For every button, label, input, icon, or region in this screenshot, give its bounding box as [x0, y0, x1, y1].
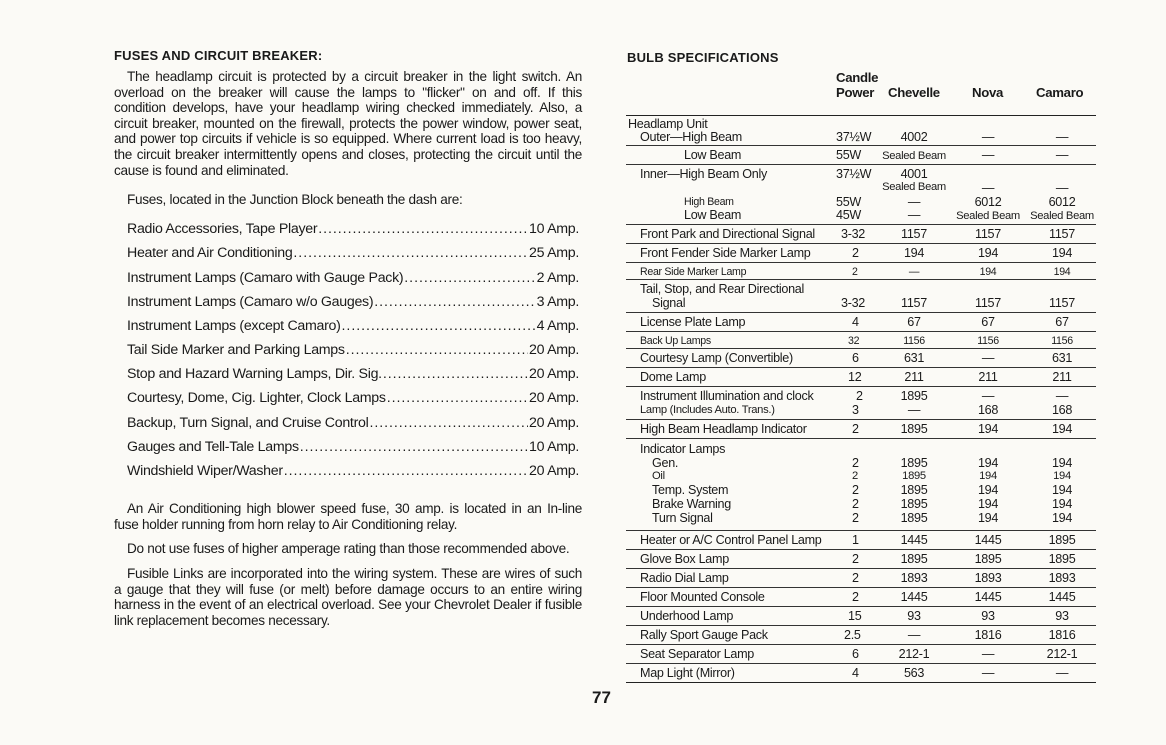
- fuse-name: Radio Accessories, Tape Player: [127, 221, 318, 238]
- header-nova: Nova: [972, 85, 1004, 100]
- fuse-amp: 4 Amp.: [536, 317, 579, 334]
- chevelle-value: 1895: [900, 552, 928, 566]
- camaro-value: 1445: [1048, 590, 1076, 604]
- chevelle-value: 563: [903, 666, 925, 680]
- fuse-row: [127, 411, 579, 435]
- table-row: [626, 349, 1096, 368]
- nova-value: 1445: [974, 533, 1002, 547]
- fuse-name: Instrument Lamps (except Camaro): [127, 317, 341, 334]
- candle-power: 3: [852, 403, 859, 417]
- row-label: Outer—High Beam: [640, 130, 742, 144]
- row-label: Gen.: [652, 456, 679, 470]
- camaro-value: 194: [1053, 470, 1071, 482]
- dot-leader: [383, 362, 528, 386]
- fuse-row: [127, 338, 579, 362]
- camaro-value: —: [1055, 130, 1069, 144]
- camaro-value: —: [1055, 666, 1069, 680]
- camaro-value: 1816: [1048, 628, 1076, 642]
- table-row: [626, 531, 1096, 550]
- nova-value: 1816: [974, 628, 1002, 642]
- bulb-specifications: [626, 50, 1096, 683]
- row-label: Inner—High Beam Only: [640, 167, 767, 181]
- row-label: Courtesy Lamp (Convertible): [640, 351, 793, 365]
- row-label: Low Beam: [684, 148, 742, 162]
- table-row: [626, 664, 1096, 683]
- camaro-value: Sealed Beam: [1030, 210, 1094, 222]
- row-label: Heater or A/C Control Panel Lamp: [640, 533, 822, 547]
- table-row: [626, 368, 1096, 387]
- fuse-name: Backup, Turn Signal, and Cruise Control: [127, 414, 369, 431]
- fuse-amp: 20 Amp.: [529, 342, 579, 359]
- chevelle-value: 1156: [903, 335, 925, 347]
- fuse-name: Heater and Air Conditioning: [127, 245, 293, 262]
- fuse-row: [127, 459, 579, 483]
- bulb-table-title: BULB SPECIFICATIONS: [627, 50, 779, 65]
- fuse-row: [127, 314, 579, 338]
- table-row: [626, 387, 1096, 420]
- header-chevelle: Chevelle: [888, 85, 940, 100]
- table-row: [626, 116, 1096, 146]
- candle-power: 2: [852, 497, 859, 511]
- nova-value: —: [981, 647, 995, 661]
- candle-power: 2: [852, 456, 859, 470]
- fuse-amp: 20 Amp.: [529, 366, 579, 383]
- dot-leader: [374, 290, 535, 314]
- candle-power: 2: [852, 511, 859, 525]
- camaro-value: 211: [1052, 370, 1072, 384]
- nova-value: 1156: [977, 335, 999, 347]
- page-number: 77: [592, 688, 611, 707]
- camaro-value: 1156: [1051, 335, 1073, 347]
- chevelle-value: 1895: [900, 422, 928, 436]
- row-label: Rally Sport Gauge Pack: [640, 628, 768, 642]
- chevelle-value: 1895: [900, 497, 928, 511]
- nova-value: 6012: [974, 195, 1002, 209]
- chevelle-value: 1895: [902, 470, 926, 482]
- candle-power: 2: [852, 483, 859, 497]
- fuse-list: [127, 217, 579, 483]
- chevelle-value: 93: [907, 609, 921, 623]
- row-label: Lamp (Includes Auto. Trans.): [640, 404, 775, 416]
- header-camaro: Camaro: [1036, 85, 1084, 100]
- chevelle-value: 4002: [900, 130, 928, 144]
- chevelle-value: 1895: [900, 511, 928, 525]
- dot-leader: [346, 338, 528, 362]
- fuse-row: [127, 290, 579, 314]
- candle-power: 37½W: [836, 167, 872, 181]
- chevelle-value: 631: [903, 351, 925, 365]
- row-label: Map Light (Mirror): [640, 666, 735, 680]
- fuse-name: Gauges and Tell-Tale Lamps: [127, 438, 299, 455]
- candle-power: 2: [852, 470, 858, 482]
- fuse-name: Tail Side Marker and Parking Lamps: [127, 342, 345, 359]
- fuse-amp: 25 Amp.: [529, 245, 579, 262]
- nova-value: 211: [978, 370, 998, 384]
- chevelle-value: —: [908, 266, 920, 278]
- camaro-value: 1157: [1049, 227, 1075, 241]
- candle-power: 2: [852, 590, 859, 604]
- chevelle-value: 211: [904, 370, 924, 384]
- table-row: [626, 263, 1096, 280]
- fuses-section: [114, 48, 582, 628]
- table-row: [626, 550, 1096, 569]
- row-label: Oil: [652, 470, 665, 482]
- dot-leader: [387, 386, 528, 410]
- candle-power: 15: [848, 609, 862, 623]
- candle-power: 2: [852, 246, 859, 260]
- fuse-row: [127, 435, 579, 459]
- fuse-amp: 10 Amp.: [529, 221, 579, 238]
- nova-value: 194: [977, 497, 999, 511]
- row-label: High Beam Headlamp Indicator: [640, 422, 807, 436]
- nova-value: 194: [979, 266, 997, 278]
- spacer: [114, 483, 582, 501]
- fuse-row: [127, 217, 579, 241]
- nova-value: 194: [979, 470, 997, 482]
- fusible-links-paragraph: Fusible Links are incorporated into the wiring system. These are wires of such a gauge that they will fuse (or melt) before damage occurs to an entire wiring harness in the event of an electrical overload. See your Chevrolet Dealer if fusible link replacement becomes necessary.: [114, 566, 582, 628]
- candle-power: 32: [848, 335, 860, 347]
- row-label: Instrument Illumination and clock: [640, 389, 814, 403]
- fuse-row: [127, 266, 579, 290]
- camaro-value: 194: [1051, 246, 1073, 260]
- nova-value: —: [981, 351, 995, 365]
- candle-power: 55W: [836, 148, 861, 162]
- candle-power: 1: [852, 533, 859, 547]
- candle-power: 37½W: [836, 130, 872, 144]
- row-label: Rear Side Marker Lamp: [640, 266, 747, 278]
- chevelle-value: 1445: [900, 533, 928, 547]
- candle-power: 55W: [836, 195, 861, 209]
- fuse-amp: 3 Amp.: [536, 293, 579, 310]
- ac-fuse-note: An Air Conditioning high blower speed fuse, 30 amp. is located in an In-line fuse holder running from horn relay to Air Conditioning relay.: [114, 501, 582, 532]
- camaro-value: 93: [1055, 609, 1069, 623]
- row-label: Turn Signal: [652, 511, 713, 525]
- table-row: [626, 420, 1096, 439]
- chevelle-value: 67: [907, 315, 921, 329]
- candle-power: 2: [852, 552, 859, 566]
- table-row: [626, 588, 1096, 607]
- chevelle-value: 212-1: [898, 647, 930, 661]
- camaro-value: 168: [1051, 403, 1073, 417]
- nova-value: —: [981, 181, 995, 195]
- nova-value: 1157: [975, 227, 1001, 241]
- dot-leader: [284, 459, 528, 483]
- dot-leader: [318, 217, 528, 241]
- row-label: Underhood Lamp: [640, 609, 734, 623]
- table-row: [626, 313, 1096, 332]
- chevelle-value: 1445: [900, 590, 928, 604]
- chevelle-value: 1895: [900, 483, 928, 497]
- candle-power: 2: [852, 422, 859, 436]
- table-row: [626, 280, 1096, 313]
- nova-value: 194: [977, 422, 999, 436]
- candle-power: 2: [856, 389, 863, 403]
- table-row: [626, 244, 1096, 263]
- nova-value: Sealed Beam: [956, 210, 1020, 222]
- fuses-intro: Fuses, located in the Junction Block beneath the dash are:: [127, 192, 463, 208]
- nova-value: 168: [977, 403, 999, 417]
- table-row: [626, 439, 1096, 531]
- candle-power: 4: [852, 315, 859, 329]
- row-label: Temp. System: [652, 483, 729, 497]
- nova-value: —: [981, 389, 995, 403]
- chevelle-value: —: [907, 628, 921, 642]
- candle-power: 45W: [836, 208, 861, 222]
- fuse-row: [127, 362, 579, 386]
- fuse-name: Courtesy, Dome, Cig. Lighter, Clock Lamps: [127, 390, 386, 407]
- table-row: [626, 626, 1096, 645]
- nova-value: 194: [977, 511, 999, 525]
- table-row: [626, 165, 1096, 225]
- fuse-amp: 20 Amp.: [529, 463, 579, 480]
- nova-value: 1895: [974, 552, 1002, 566]
- camaro-value: 194: [1051, 483, 1073, 497]
- chevelle-value: —: [907, 208, 921, 222]
- fuses-title: FUSES AND CIRCUIT BREAKER:: [114, 48, 323, 63]
- camaro-value: —: [1055, 389, 1069, 403]
- header-candle: Candle: [836, 70, 879, 85]
- nova-value: 67: [981, 315, 995, 329]
- chevelle-value: —: [907, 195, 921, 209]
- candle-power: 6: [852, 351, 859, 365]
- row-label: Dome Lamp: [640, 370, 706, 384]
- chevelle-value: 1895: [900, 389, 928, 403]
- camaro-value: 1895: [1048, 552, 1076, 566]
- table-row: [626, 332, 1096, 349]
- circuit-breaker-paragraph: The headlamp circuit is protected by a circuit breaker in the light switch. An overload on the breaker will cause the lamps to "flicker" on and off. If this condition develops, have your headlamp wiring checked immediately. Also, a circuit breaker, mounted on the firewall, protects the power window, power seat, and power top circuits if vehicle is so equipped. Where current load is too heavy, the circuit breaker intermittently opens and closes, protecting the circuit until the cause is found and eliminated.: [114, 69, 582, 178]
- candle-power: 2.5: [844, 628, 861, 642]
- nova-value: 194: [977, 456, 999, 470]
- chevelle-value: Sealed Beam: [882, 150, 946, 162]
- row-label: Glove Box Lamp: [640, 552, 729, 566]
- fuse-row: [127, 241, 579, 265]
- fuse-row: [127, 386, 579, 410]
- candle-power: 12: [848, 370, 862, 384]
- table-row: [626, 569, 1096, 588]
- nova-value: —: [981, 130, 995, 144]
- chevelle-value: 1157: [901, 296, 927, 310]
- row-label: Floor Mounted Console: [640, 590, 765, 604]
- camaro-value: 6012: [1048, 195, 1076, 209]
- table-row: [626, 146, 1096, 165]
- fuse-amp: 10 Amp.: [529, 438, 579, 455]
- row-label: Tail, Stop, and Rear Directional: [640, 282, 805, 296]
- nova-value: 194: [977, 246, 999, 260]
- fuse-name: Windshield Wiper/Washer: [127, 463, 283, 480]
- dot-leader: [300, 435, 528, 459]
- camaro-value: 194: [1051, 422, 1073, 436]
- camaro-value: 1895: [1048, 533, 1076, 547]
- candle-power: 6: [852, 647, 859, 661]
- chevelle-value: 1893: [900, 571, 928, 585]
- chevelle-value: Sealed Beam: [882, 181, 946, 193]
- table-row: [626, 225, 1096, 244]
- candle-power: 2: [852, 571, 859, 585]
- camaro-value: 212-1: [1046, 647, 1078, 661]
- camaro-value: 1157: [1049, 296, 1075, 310]
- fuse-name: Instrument Lamps (Camaro w/o Gauges): [127, 293, 374, 310]
- camaro-value: —: [1055, 181, 1069, 195]
- table-header: [626, 67, 1096, 116]
- nova-value: 1893: [974, 571, 1002, 585]
- camaro-value: 194: [1051, 511, 1073, 525]
- camaro-value: 1893: [1048, 571, 1076, 585]
- nova-value: —: [981, 666, 995, 680]
- nova-value: 93: [981, 609, 995, 623]
- chevelle-value: 1895: [900, 456, 928, 470]
- nova-value: —: [981, 148, 995, 162]
- fuse-name: Stop and Hazard Warning Lamps, Dir. Sig.: [127, 366, 382, 383]
- camaro-value: 194: [1051, 497, 1073, 511]
- row-label: Signal: [652, 296, 686, 310]
- candle-power: 2: [852, 266, 858, 278]
- camaro-value: 67: [1055, 315, 1069, 329]
- dot-leader: [342, 314, 536, 338]
- camaro-value: 194: [1053, 266, 1071, 278]
- chevelle-value: 194: [903, 246, 925, 260]
- candle-power: 4: [852, 666, 859, 680]
- row-label: Front Park and Directional Signal: [640, 227, 815, 241]
- row-label: Front Fender Side Marker Lamp: [640, 246, 811, 260]
- camaro-value: —: [1055, 148, 1069, 162]
- candle-power: 3-32: [841, 227, 866, 241]
- dot-leader: [293, 241, 528, 265]
- chevelle-value: 1157: [901, 227, 927, 241]
- row-label: Seat Separator Lamp: [640, 647, 755, 661]
- fuse-amp: 20 Amp.: [529, 390, 579, 407]
- nova-value: 194: [977, 483, 999, 497]
- fuse-name: Instrument Lamps (Camaro with Gauge Pack): [127, 269, 404, 286]
- chevelle-value: 4001: [900, 167, 928, 181]
- header-power: Power: [836, 85, 875, 100]
- fuse-warning: Do not use fuses of higher amperage rating than those recommended above.: [127, 541, 570, 557]
- nova-value: 1445: [974, 590, 1002, 604]
- row-label: Headlamp Unit: [628, 117, 708, 131]
- row-label: Brake Warning: [652, 497, 731, 511]
- table-row: [626, 645, 1096, 664]
- fuse-amp: 20 Amp.: [529, 414, 579, 431]
- camaro-value: 631: [1051, 351, 1073, 365]
- fuse-amp: 2 Amp.: [536, 269, 579, 286]
- candle-power: 3-32: [841, 296, 866, 310]
- row-label: High Beam: [684, 196, 734, 208]
- row-label: Back Up Lamps: [640, 335, 711, 347]
- dot-leader: [404, 266, 535, 290]
- camaro-value: 194: [1051, 456, 1073, 470]
- row-label: Indicator Lamps: [640, 442, 726, 456]
- nova-value: 1157: [975, 296, 1001, 310]
- table-row: [626, 607, 1096, 626]
- row-label: Low Beam: [684, 208, 742, 222]
- row-label: License Plate Lamp: [640, 315, 746, 329]
- row-label: Radio Dial Lamp: [640, 571, 729, 585]
- chevelle-value: —: [907, 403, 921, 417]
- dot-leader: [369, 411, 528, 435]
